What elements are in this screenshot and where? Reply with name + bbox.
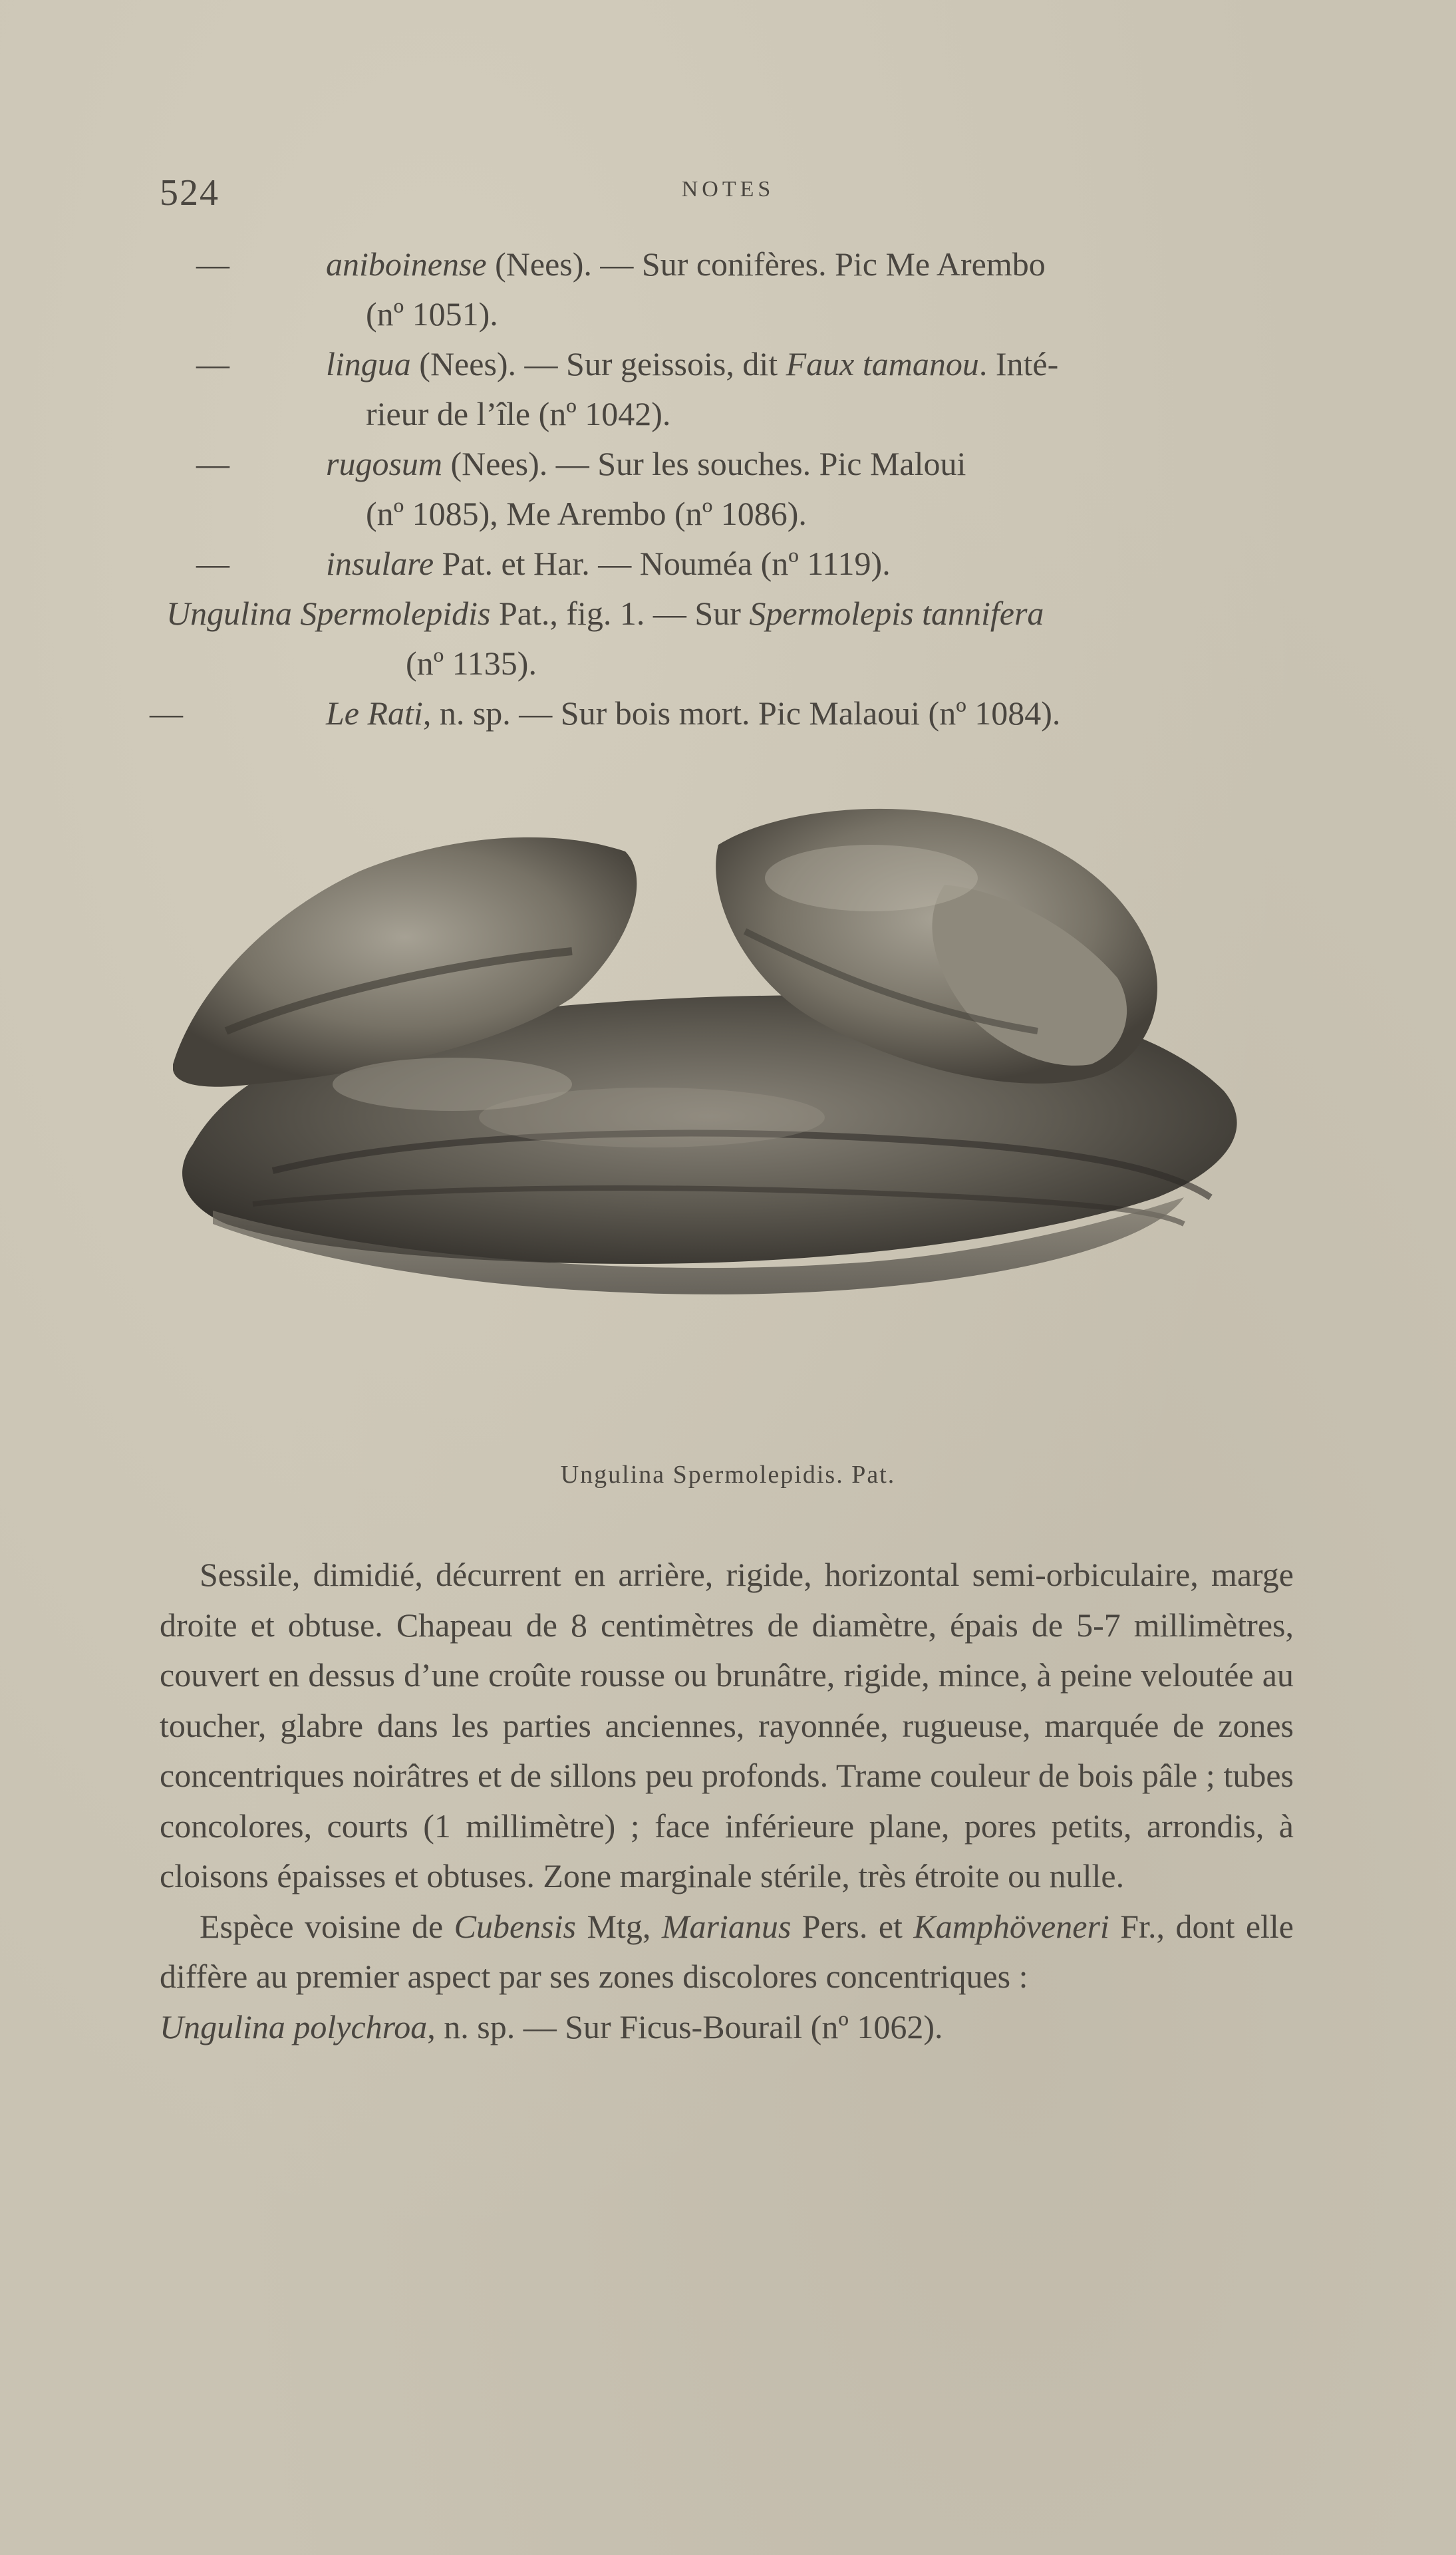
species-name: aniboinense <box>326 245 487 283</box>
entry-le-rati: — Le Rati, n. sp. — Sur bois mort. Pic Malaoui (nº 1084). <box>150 694 1061 732</box>
species-name: Le Rati <box>326 694 423 732</box>
species-name: insulare <box>326 545 434 582</box>
entry-continuation: (nº 1051). <box>366 295 498 333</box>
entry-insulare: — insulare Pat. et Har. — Nouméa (nº 1119). <box>196 545 891 582</box>
entry-rugosum: — rugosum (Nees). — Sur les souches. Pic Maloui (nº 1085), Me Arembo (nº 1086). <box>196 445 966 532</box>
text-span: Espèce voisine de <box>200 1907 454 1945</box>
entry-text: Pat. et Har. — Nouméa (nº 1119). <box>434 545 891 582</box>
entry-text: (Nees). — Sur les souches. Pic Maloui <box>442 445 966 482</box>
entry-continuation: (nº 1135). <box>406 645 537 682</box>
figure-caption: Ungulina Spermolepidis. Pat. <box>560 1461 896 1489</box>
new-species-entry <box>160 2002 1294 2053</box>
running-head: NOTES <box>681 177 775 202</box>
species-entries <box>150 239 1304 738</box>
text-span: Mtg, <box>576 1907 662 1945</box>
entry-text: (Nees). — Sur conifères. Pic Me Arembo <box>486 245 1046 283</box>
text-span: , n. sp. — Sur Ficus-Bourail (nº 1062). <box>427 2008 943 2045</box>
page-number: 524 <box>160 172 219 214</box>
entry-text: . Inté- <box>978 345 1059 382</box>
description-text <box>160 1550 1294 2052</box>
entry-text: Pat., fig. 1. — Sur <box>490 595 750 632</box>
species-name: rugosum <box>326 445 443 482</box>
entry-continuation: rieur de l’île (nº 1042). <box>366 395 671 432</box>
entry-lingua: — lingua (Nees). — Sur geissois, dit Faux tamanou. Inté- rieur de l’île (nº 1042). <box>196 345 1059 432</box>
entry-aniboinense: — aniboinense (Nees). — Sur conifères. Pic Me Arembo (nº 1051). <box>196 245 1046 333</box>
entry-text: (Nees). — Sur geissois, dit <box>410 345 786 382</box>
genus-species-name: Ungulina Spermolepidis <box>166 595 491 632</box>
comparison-paragraph <box>160 1902 1294 2002</box>
entry-continuation: (nº 1085), Me Arembo (nº 1086). <box>366 495 807 532</box>
species-name: Marianus <box>661 1907 792 1945</box>
text-span: Pers. et <box>791 1907 914 1945</box>
text-span: Fr., dont elle diffère au premier aspect par ses zones discolores concentriques : <box>160 1907 1294 1995</box>
species-name: Kamphöveneri <box>913 1907 1109 1945</box>
entry-ungulina-spermolepidis <box>160 589 1304 688</box>
fungus-photograph <box>173 798 1290 1397</box>
page-header <box>160 172 1296 218</box>
species-name: lingua <box>326 345 411 382</box>
common-name: Faux tamanou <box>786 345 979 382</box>
species-name: Cubensis <box>454 1907 576 1945</box>
host-name: Spermolepis tannifera <box>749 595 1044 632</box>
species-name: Ungulina polychroa <box>160 2008 428 2045</box>
description-paragraph: Sessile, dimidié, décurrent en arrière, rigide, horizontal semi-orbiculaire, marge droite et obtuse. Chapeau de 8 centimètres de diamètre, épais de 5-7 millimètres, couvert en dessus d’une croûte rousse ou brunâtre, rigide, mince, à peine veloutée au toucher, glabre dans les parties anciennes, rayonnée, rugueuse, marquée de zones concentriques noirâtres et de sillons peu profonds. Trame couleur de bois pâle ; tubes concolores, courts (1 millimètre) ; face inférieure plane, pores petits, arrondis, à cloisons épaisses et obtuses. Zone marginale stérile, très étroite ou nulle. <box>160 1556 1294 1894</box>
fungus-specimen-image <box>173 798 1290 1397</box>
entry-text: , n. sp. — Sur bois mort. Pic Malaoui (nº 1084). <box>422 694 1061 732</box>
